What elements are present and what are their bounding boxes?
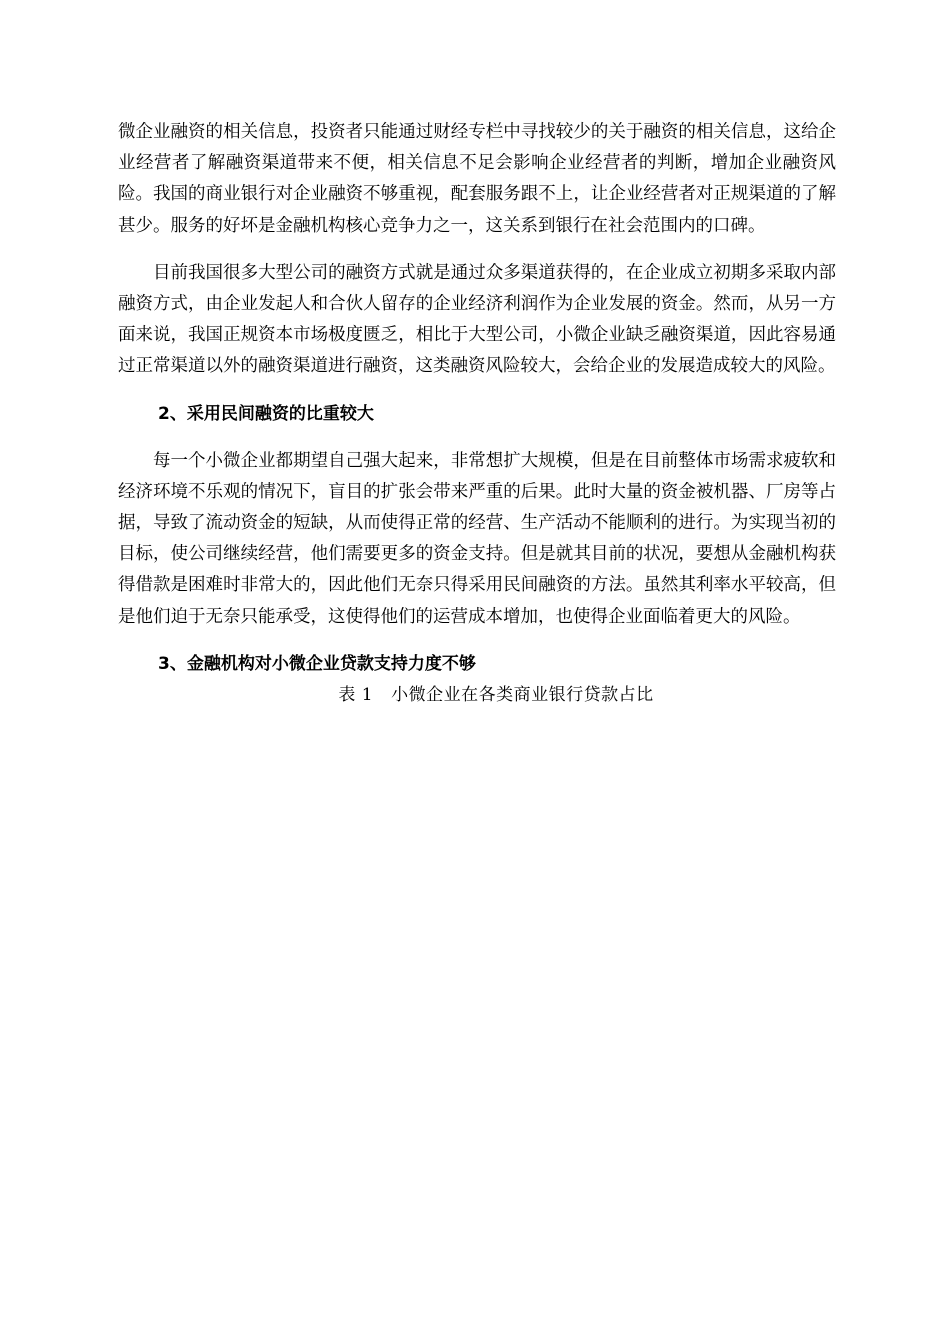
section-heading-2: 2、采用民间融资的比重较大 — [158, 403, 374, 424]
document-body — [118, 117, 836, 711]
table-caption-number: 表 1 — [338, 684, 374, 705]
table-caption-title: 小微企业在各类商业银行贷款占比 — [391, 684, 654, 705]
table-caption — [118, 680, 836, 711]
body-paragraph-2: 目前我国很多大型公司的融资方式就是通过众多渠道获得的，在企业成立初期多采取内部融资方式，由企业发起人和合伙人留存的企业经济利润作为企业发展的资金。然而，从另一方面来说，我国正规资本市场极度匮乏，相比于大型公司，小微企业缺乏融资渠道，因此容易通过正常渠道以外的融资渠道进行融资，这类融资风险较大，会给企业的发展造成较大的风险。 — [118, 262, 836, 377]
body-paragraph-3: 每一个小微企业都期望自己强大起来，非常想扩大规模，但是在目前整体市场需求疲软和经济环境不乐观的情况下，盲目的扩张会带来严重的后果。此时大量的资金被机器、厂房等占据，导致了流动资金的短缺，从而使得正常的经营、生产活动不能顺利的进行。为实现当初的目标，使公司继续经营，他们需要更多的资金支持。但是就其目前的状况，要想从金融机构获得借款是困难时非常大的，因此他们无奈只得采用民间融资的方法。虽然其利率水平较高，但是他们迫于无奈只能承受，这使得他们的运营成本增加，也使得企业面临着更大的风险。 — [118, 450, 836, 627]
body-paragraph-1: 微企业融资的相关信息，投资者只能通过财经专栏中寻找较少的关于融资的相关信息，这给企业经营者了解融资渠道带来不便，相关信息不足会影响企业经营者的判断，增加企业融资风险。我国的商业银行对企业融资不够重视，配套服务跟不上，让企业经营者对正规渠道的了解甚少。服务的好坏是金融机构核心竞争力之一，这关系到银行在社会范围内的口碑。 — [118, 122, 836, 236]
section-heading-3: 3、金融机构对小微企业贷款支持力度不够 — [158, 653, 476, 674]
